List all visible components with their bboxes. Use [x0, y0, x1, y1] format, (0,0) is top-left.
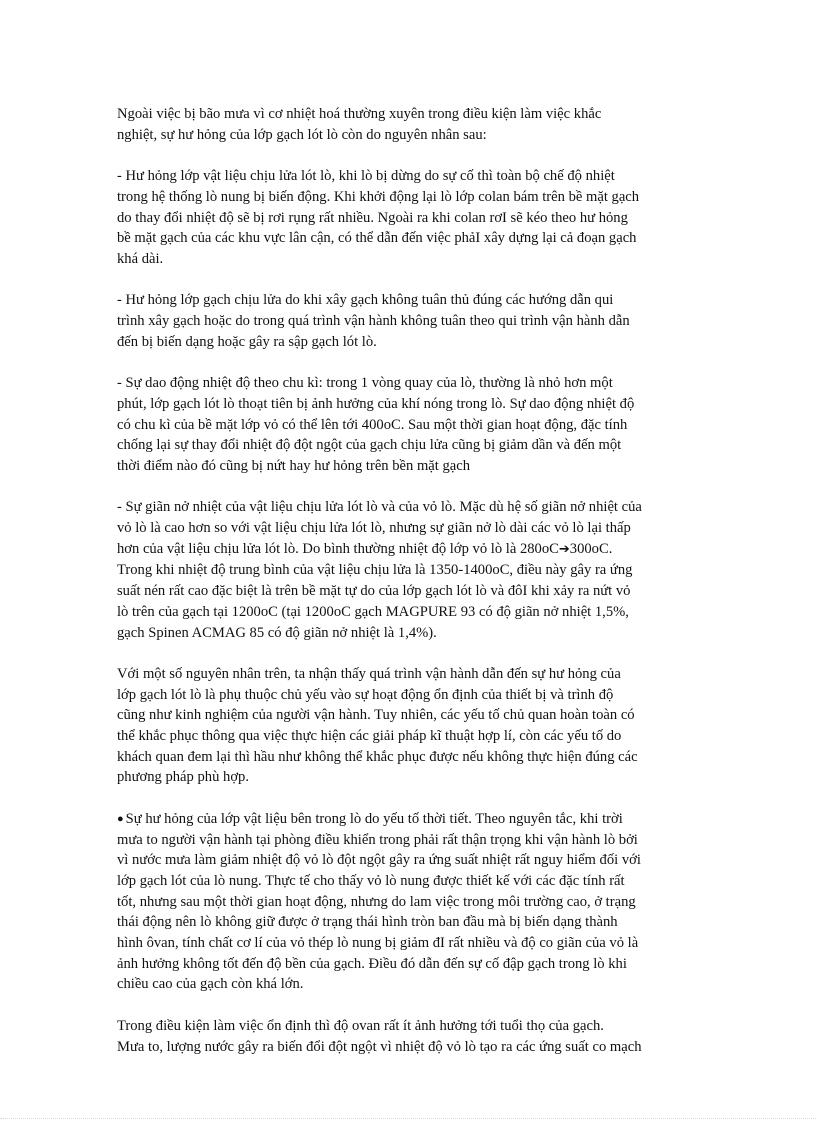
text-line: do thay đổi nhiệt độ sẽ bị rơi rụng rất nhiều. Ngoài ra khi colan rơI sẽ kéo theo hư hỏng [117, 209, 628, 226]
text-line: thời điểm nào đó cũng bị nứt hay hư hỏng trên bền mặt gạch [117, 457, 471, 474]
paragraph-operation-summary [117, 664, 699, 788]
paragraph-ovality [117, 1016, 699, 1057]
text-line: thái động nên lò không giữ được ở trạng thái hình tròn ban đầu mà bị biến dạng thành [117, 914, 618, 931]
text-line: lớp gạch lót của lò nung. Thực tế cho thấy vỏ lò nung được thiết kế với các đặc tính rất [117, 872, 625, 889]
text-line: trong hệ thống lò nung bị biến động. Khi khởi động lại lò lớp colan bám trên bề mặt gạch [117, 188, 640, 205]
text-line: có chu kì của bề mặt lớp vỏ có thể lên tới 400oC. Sau một thời gian hoạt động, đặc tính [117, 416, 628, 433]
text-line: - Sự giãn nở nhiệt của vật liệu chịu lửa lót lò và của vỏ lò. Mặc dù hệ số giãn nở nhiệt của [117, 499, 642, 516]
text-line-with-arrow [117, 539, 699, 561]
paragraph-thermal-cycling [117, 373, 699, 477]
paragraph-weather-bullet [117, 809, 699, 995]
text-line: Với một số nguyên nhân trên, ta nhận thấy quá trình vận hành dẫn đến sự hư hỏng của [117, 665, 621, 682]
text-line: nghiệt, sự hư hỏng của lớp gạch lót lò còn do nguyên nhân sau: [117, 126, 487, 143]
text-line: chống lại sự thay đổi nhiệt độ đột ngột của gạch chịu lửa cũng bị giảm dần và đến một [117, 437, 622, 454]
text-line: phút, lớp gạch lót lò thoạt tiên bị ảnh hưởng của khí nóng trong lò. Sự dao động nhiệt độ [117, 395, 635, 412]
text-segment: 300oC. [569, 540, 613, 557]
text-line: trình xây gạch hoặc do trong quá trình vận hành không tuân theo qui trình vận hành dẫn [117, 313, 630, 329]
text-line: tốt, nhưng sau một thời gian hoạt động, nhưng do lam việc trong môi trường cao, ở trạng [117, 893, 636, 910]
text-line: khá dài. [117, 250, 164, 267]
document-body [117, 104, 699, 1078]
arrow-right-icon: ➔ [558, 541, 570, 557]
text-line: khách quan đem lại thì hầu như không thể khắc phục được nếu không thực hiện đúng các [117, 748, 638, 765]
text-line: - Hư hỏng lớp gạch chịu lửa do khi xây gạch không tuân thủ đúng các hướng dẫn qui [117, 292, 614, 309]
paragraph-thermal-expansion [117, 497, 699, 643]
text-line: - Hư hỏng lớp vật liệu chịu lửa lót lò, khi lò bị dừng do sự cố thì toàn bộ chế độ nhiệt [117, 168, 615, 185]
text-line: gạch Spinen ACMAG 85 có độ giãn nở nhiệt là 1,4%). [117, 624, 437, 641]
text-line: - Sự dao động nhiệt độ theo chu kì: trong 1 vòng quay của lò, thường là nhỏ hơn một [117, 375, 613, 392]
text-line: phương pháp phù hợp. [117, 769, 249, 786]
text-line: Trong khi nhiệt độ trung bình của vật liệu chịu lửa là 1350-1400oC, điều này gây ra ứng [117, 562, 633, 579]
text-segment: Sự hư hỏng của lớp vật liệu bên trong lò do yếu tố thời tiết. Theo nguyên tắc, khi trời [125, 810, 623, 827]
text-line: Ngoài việc bị bão mưa vì cơ nhiệt hoá thường xuyên trong điều kiện làm việc khắc [117, 106, 602, 122]
bullet-icon: ● [117, 812, 124, 825]
paragraph-brick-installation [117, 290, 699, 352]
text-line: lò trên của gạch tại 1200oC (tại 1200oC gạch MAGPURE 93 có độ giãn nở nhiệt 1,5%, [117, 603, 629, 620]
text-line: Mưa to, lượng nước gây ra biến đổi đột ngột vì nhiệt độ vỏ lò tạo ra các ứng suất co mạch [117, 1038, 642, 1055]
text-line: chiều cao của gạch còn khá lớn. [117, 976, 304, 993]
page-bottom-edge [0, 1118, 816, 1119]
text-line: vỏ lò là cao hơn so với vật liệu chịu lửa lót lò, nhưng sự giãn nở lò dài các vỏ lò lại thấp [117, 520, 631, 536]
text-line-with-bullet [117, 809, 699, 830]
text-line: bề mặt gạch của các khu vực lân cận, có thể dẫn đến việc phảI xây dựng lại cả đoạn gạch [117, 230, 637, 247]
paragraph-intro [117, 104, 699, 145]
text-line: cũng như kinh nghiệm của người vận hành. Tuy nhiên, các yếu tố chủ quan hoàn toàn có [117, 707, 635, 724]
text-line: lớp gạch lót lò là phụ thuộc chủ yếu vào sự hoạt động ổn định của thiết bị và trình độ [117, 686, 614, 703]
text-segment: hơn của vật liệu chịu lửa lót lò. Do bình thường nhiệt độ lớp vỏ lò là 280oC [117, 540, 559, 557]
text-line: suất nén rất cao đặc biệt là trên bề mặt tự do của lớp gạch lót lò và đôI khi xảy ra nứt vỏ [117, 583, 631, 600]
text-line: ảnh hưởng không tốt đến độ bền của gạch. Điều đó dẫn đến sự cố đập gạch trong lò khi [117, 955, 627, 972]
text-line: hình ôvan, tính chất cơ lí của vỏ thép lò nung bị giảm đI rất nhiều và độ co giãn của vỏ là [117, 935, 639, 952]
text-line: vì nước mưa làm giảm nhiệt độ vỏ lò đột ngột gây ra ứng suất nhiệt rất nguy hiểm đối với [117, 852, 641, 869]
paragraph-refractory-damage [117, 166, 699, 270]
text-line: mưa to người vận hành tại phòng điều khiển trong phải rất thận trọng khi vận hành lò bởi [117, 831, 638, 848]
text-line: Trong điều kiện làm việc ổn định thì độ ovan rất ít ảnh hưởng tới tuổi thọ của gạch. [117, 1017, 604, 1034]
text-line: đến bị biến dạng hoặc gây ra sập gạch lót lò. [117, 333, 377, 350]
text-line: thể khắc phục thông qua việc thực hiện các giải pháp kĩ thuật hợp lí, còn các yếu tố do [117, 728, 622, 745]
